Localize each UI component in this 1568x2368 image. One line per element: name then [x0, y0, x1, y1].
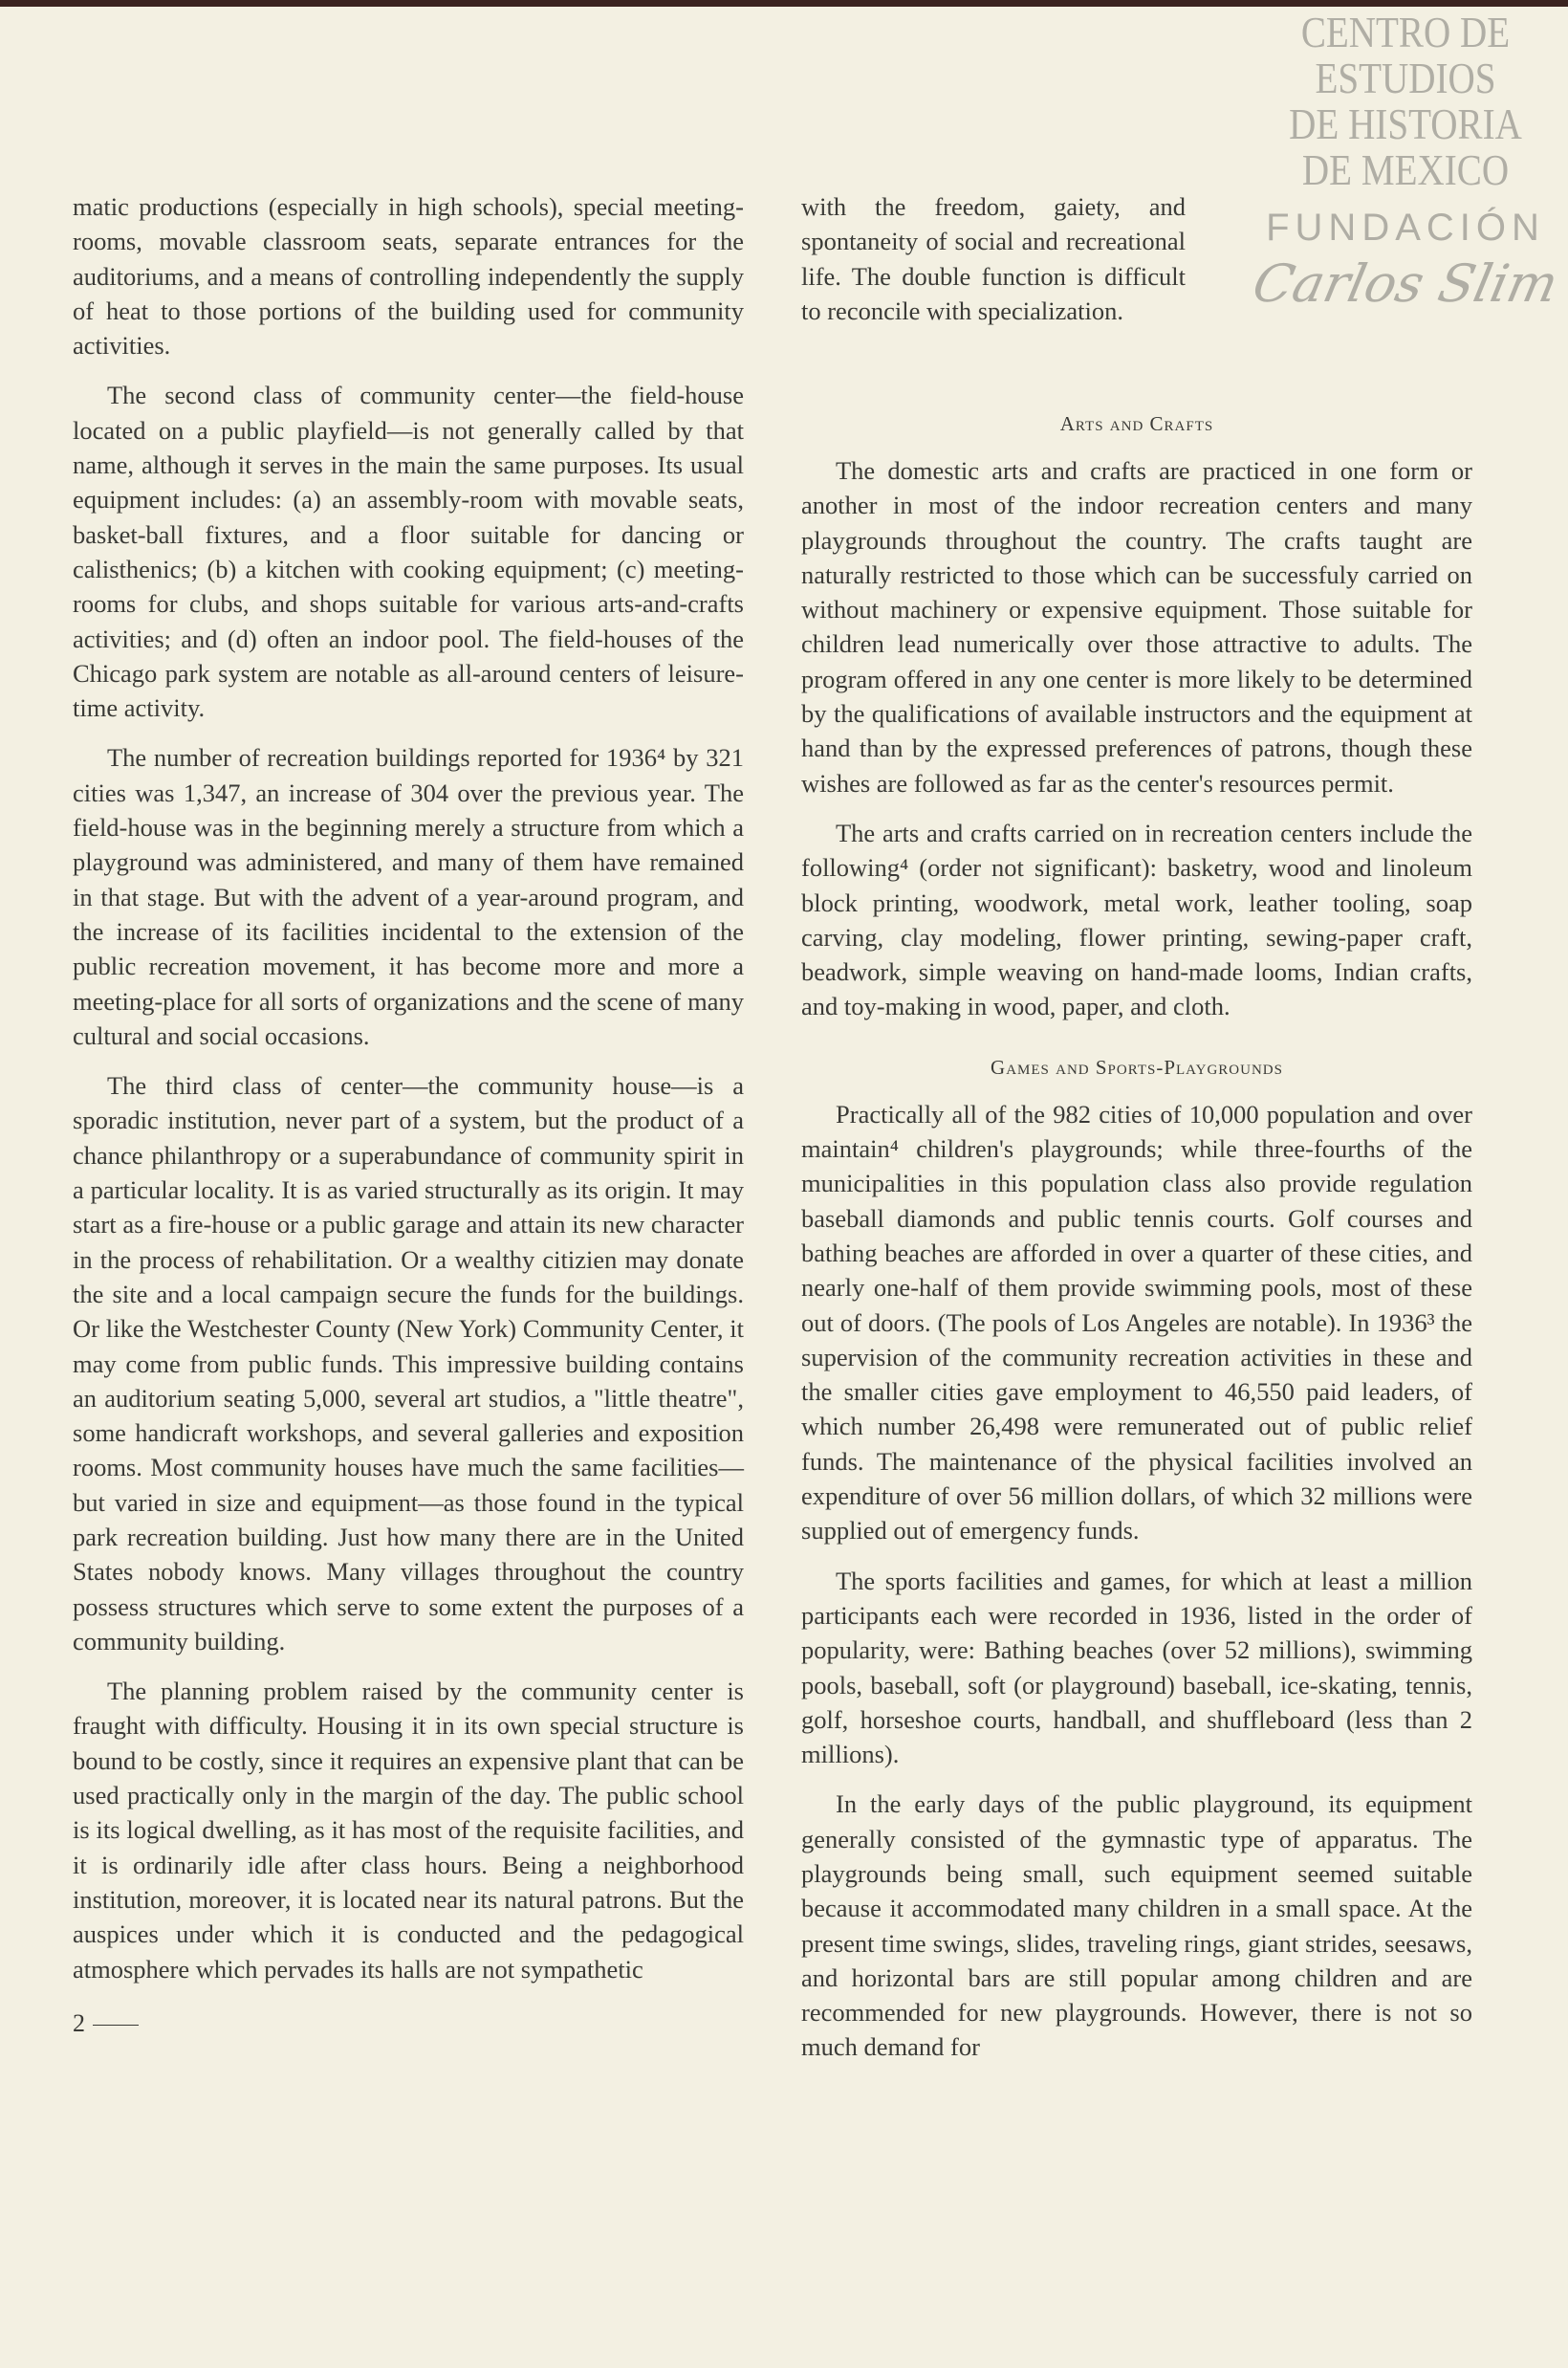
paragraph: The arts and crafts carried on in recreation centers include the following⁴ (order not significant): basketry, wood and linoleum block printing, woodwork, metal work, leather tooling, soap carving, clay modeling, flower printing, sewing-paper craft, beadwork, simple weaving on hand-made looms, Indian crafts, and toy-making in wood, paper, and cloth. — [801, 818, 1472, 1021]
page-number-text: 2 — [73, 2008, 85, 2037]
section-heading-games: Games and Sports-Playgrounds — [991, 1055, 1283, 1079]
paragraph: The planning problem raised by the community center is fraught with difficulty. Housing it in its own special structure is bound to be costly, since it requires an expensive plant that can be used practically only in the margin of the day. The public school is its logical dwelling, as it has most of the requisite facilities, and it is ordinarily idle after class hours. Being a neighborhood institution, moreover, it is located near its natural patrons. But the auspices under which it is conducted and the pedagogical atmosphere which pervades its halls are not sympathetic — [73, 1677, 744, 1984]
scan-border — [0, 0, 1568, 7]
paragraph: In the early days of the public playground, its equipment generally consisted of the gymnastic type of apparatus. The playgrounds being small, such equipment seemed suitable because it accommodated many children in a small space. At the present time swings, slides, traveling rings, giant strides, seesaws, and horizontal bars are still popular among children and are recommended for new playgrounds. However, there is not so much demand for — [801, 1789, 1472, 2062]
watermark-line: ESTUDIOS — [1315, 54, 1496, 102]
right-column — [801, 189, 1472, 2080]
paragraph: matic productions (especially in high schools), special meeting-rooms, movable classroom seats, separate entrances for the auditoriums, and a means of controlling independently the supply of heat to those portions of the building used for community activities. — [73, 192, 744, 361]
section-heading-arts: Arts and Crafts — [1059, 412, 1214, 435]
page-number — [73, 2009, 744, 2038]
watermark-foundation: FUNDACIÓN — [1266, 207, 1545, 249]
watermark-line: DE MEXICO — [1301, 145, 1510, 194]
left-column — [73, 189, 744, 2038]
watermark-line: DE HISTORIA — [1289, 99, 1522, 148]
paragraph: The number of recreation buildings reported for 1936⁴ by 321 cities was 1,347, an increase of 304 over the previous year. The field-house was in the beginning merely a structure from which a playground was administered, and many of them have remained in that stage. But with the advent of a year-around program, and the increase of its facilities incidental to the extension of the public recreation movement, it has become more and more a meeting-place for all sorts of organizations and the scene of many cultural and social occasions. — [73, 743, 744, 1050]
paragraph: with the freedom, gaiety, and spontaneity of social and recreational life. The double function is difficult to reconcile with specialization. — [801, 192, 1186, 325]
paragraph: The domestic arts and crafts are practiced in one form or another in most of the indoor recreation centers and many playgrounds throughout the country. The crafts taught are naturally restricted to those which can be successfuly carried on without machinery or expensive equipment. Those suitable for children lead numerically over those attractive to adults. The program offered in any one center is more likely to be determined by the qualifications of available instructors and the equipment at hand than by the expressed preferences of patrons, though these wishes are followed as far as the center's resources permit. — [801, 456, 1472, 798]
page-number-rule — [93, 2025, 139, 2026]
paragraph: Practically all of the 982 cities of 10,000 population and over maintain⁴ children's playgrounds; while three-fourths of the municipalities in this population class also provide regulation baseball diamonds and public tennis courts. Golf courses and bathing beaches are afforded in over a quarter of these cities, and nearly one-half of them provide swimming pools, most of these out of doors. (The pools of Los Angeles are notable). In 1936³ the supervision of the community recreation activities in these and the smaller cities gave employment to 46,550 paid leaders, of which number 26,498 were remunerated out of public relief funds. The maintenance of the physical facilities involved an expenditure of over 56 million dollars, of which 32 millions were supplied out of emergency funds. — [801, 1099, 1472, 1546]
watermark-line: CENTRO DE — [1300, 8, 1511, 56]
paragraph: The second class of community center—the field-house located on a public playfield—is not generally called by that name, although it serves in the main the same purposes. Its usual equipment includes: (a) an assembly-room with movable seats, basket-ball fixtures, and a floor suitable for dancing or calisthenics; (b) a kitchen with cooking equipment; (c) meeting-rooms for clubs, and shops suitable for various arts-and-crafts activities; and (d) often an indoor pool. The field-houses of the Chicago park system are notable as all-around centers of leisure-time activity. — [73, 381, 744, 723]
watermark-spacer — [1186, 189, 1472, 409]
watermark-signature: Carlos Slim — [1247, 253, 1564, 314]
paragraph: The third class of center—the community house—is a sporadic institution, never part of a system, but the product of a chance philanthropy or a superabundance of community spirit in a particular locality. It is as varied structurally as its origin. It may start as a fire-house or a public garage and attain its new character in the process of rehabilitation. Or a wealthy citizien may donate the site and a local campaign secure the funds for the buildings. Or like the Westchester County (New York) Community Center, it may come from public funds. This impressive building contains an auditorium seating 5,000, several art studios, a "little theatre", some handicraft workshops, and several galleries and exposition rooms. Most community houses have much the same facilities—but varied in size and equipment—as those found in the typical park recreation building. Just how many there are in the United States nobody knows. Many villages throughout the country possess structures which serve to some extent the purposes of a community building. — [73, 1071, 744, 1655]
paragraph: The sports facilities and games, for which at least a million participants each were recorded in 1936, listed in the order of popularity, were: Bathing beaches (over 52 millions), swimming pools, baseball, soft (or playground) baseball, ice-skating, tennis, golf, horseshoe courts, handball, and shuffleboard (less than 2 millions). — [801, 1566, 1472, 1769]
